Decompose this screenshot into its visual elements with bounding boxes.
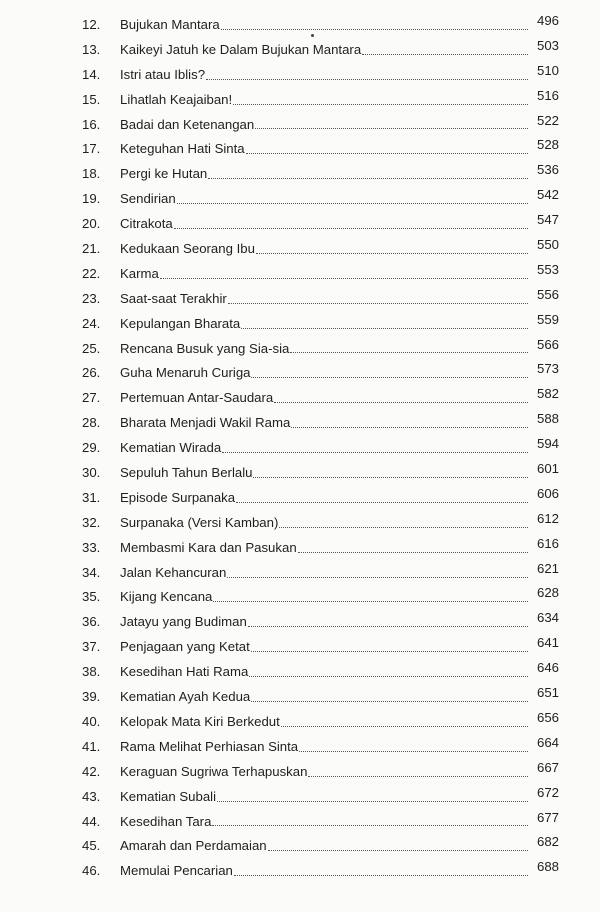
chapter-number: 29. (82, 440, 101, 456)
chapter-leader (120, 859, 528, 884)
page-number: 606 (537, 485, 560, 501)
chapter-leader (120, 113, 528, 138)
chapter-title: Amarah dan Perdamaian (120, 838, 267, 854)
dot-leader (246, 153, 528, 154)
chapter-number: 24. (82, 315, 101, 331)
chapter-title: Pertemuan Antar-Saudara (120, 390, 274, 406)
toc-entry[interactable] (0, 585, 600, 610)
chapter-number: 13. (82, 41, 101, 57)
chapter-leader (120, 760, 528, 785)
chapter-leader (120, 162, 528, 187)
toc-entry[interactable] (0, 859, 600, 884)
toc-entry[interactable] (0, 610, 600, 635)
chapter-title: Keraguan Sugriwa Terhapuskan (120, 763, 308, 779)
page-number: 542 (537, 187, 560, 203)
page-number: 634 (537, 610, 560, 626)
chapter-number: 37. (82, 639, 101, 655)
chapter-title: Kijang Kencana (120, 589, 213, 605)
chapter-leader (120, 735, 528, 760)
toc-entry[interactable] (0, 113, 600, 138)
toc-entry[interactable] (0, 361, 600, 386)
chapter-leader (120, 785, 528, 810)
chapter-leader (120, 361, 528, 386)
chapter-leader (120, 287, 528, 312)
page-number: 536 (537, 162, 560, 178)
toc-entry[interactable] (0, 237, 600, 262)
print-speck (311, 34, 314, 37)
chapter-title: Surpanaka (Versi Kamban) (120, 514, 279, 530)
chapter-title: Karma (120, 265, 159, 281)
chapter-number: 14. (82, 66, 101, 82)
chapter-number: 25. (82, 340, 101, 356)
chapter-title: Badai dan Ketenangan (120, 116, 255, 132)
chapter-title: Citrakota (120, 216, 173, 232)
chapter-number: 34. (82, 564, 101, 580)
chapter-leader (120, 685, 528, 710)
dot-leader (233, 104, 528, 105)
toc-entry[interactable] (0, 710, 600, 735)
dot-leader (274, 402, 528, 403)
page-number: 528 (537, 137, 560, 153)
chapter-title: Kesedihan Tara (120, 813, 212, 829)
chapter-leader (120, 337, 528, 362)
page-number: 616 (537, 535, 560, 551)
chapter-title: Membasmi Kara dan Pasukan (120, 539, 297, 555)
toc-entry[interactable] (0, 386, 600, 411)
chapter-leader (120, 710, 528, 735)
dot-leader (241, 328, 528, 329)
chapter-leader (120, 262, 528, 287)
page-number: 503 (537, 37, 560, 53)
dot-leader (256, 253, 528, 254)
page-number: 672 (537, 784, 560, 800)
page-number: 553 (537, 261, 560, 277)
chapter-leader (120, 486, 528, 511)
toc-entry[interactable] (0, 212, 600, 237)
chapter-title: Keteguhan Hati Sinta (120, 141, 245, 157)
page-number: 510 (537, 62, 560, 78)
chapter-title: Sepuluh Tahun Berlalu (120, 465, 253, 481)
chapter-leader (120, 88, 528, 113)
page-number: 547 (537, 212, 560, 228)
dot-leader (228, 303, 528, 304)
chapter-number: 42. (82, 763, 101, 779)
chapter-leader (120, 38, 528, 63)
chapter-number: 43. (82, 788, 101, 804)
chapter-number: 33. (82, 539, 101, 555)
dot-leader (177, 203, 528, 204)
chapter-title: Bujukan Mantara (120, 17, 220, 32)
page-number: 677 (537, 809, 560, 825)
toc-entry[interactable] (0, 810, 600, 835)
toc-entry[interactable] (0, 760, 600, 785)
chapter-number: 39. (82, 689, 101, 705)
chapter-title: Kepulangan Bharata (120, 315, 241, 331)
page-number: 559 (537, 311, 560, 327)
dot-leader (174, 228, 528, 229)
dot-leader (251, 701, 528, 702)
page-number: 612 (537, 510, 560, 526)
chapter-leader (120, 810, 528, 835)
page-number: 641 (537, 635, 560, 651)
toc-entry[interactable] (0, 660, 600, 685)
page-number: 667 (537, 759, 560, 775)
chapter-number: 20. (82, 216, 101, 232)
toc-entry[interactable] (0, 561, 600, 586)
chapter-title: Kematian Ayah Kedua (120, 689, 251, 705)
chapter-title: Jalan Kehancuran (120, 564, 227, 580)
toc-entry[interactable] (0, 436, 600, 461)
dot-leader (251, 377, 528, 378)
toc-entry[interactable] (0, 635, 600, 660)
page-number: 688 (537, 859, 560, 875)
chapter-title: Saat-saat Terakhir (120, 290, 227, 306)
chapter-title: Episode Surpanaka (120, 489, 236, 505)
chapter-number: 32. (82, 514, 101, 530)
dot-leader (208, 178, 528, 179)
chapter-number: 12. (82, 17, 101, 32)
chapter-title: Jatayu yang Budiman (120, 614, 247, 630)
chapter-leader (120, 411, 528, 436)
toc-entry[interactable] (0, 785, 600, 810)
dot-leader (249, 676, 528, 677)
page-number: 656 (537, 709, 560, 725)
chapter-number: 23. (82, 290, 101, 306)
chapter-leader (120, 610, 528, 635)
toc-entry[interactable] (0, 536, 600, 561)
dot-leader (248, 626, 528, 627)
chapter-number: 17. (82, 141, 101, 157)
toc-entry[interactable] (0, 685, 600, 710)
chapter-number: 19. (82, 191, 101, 207)
toc-entry[interactable] (0, 411, 600, 436)
chapter-leader (120, 436, 528, 461)
chapter-number: 26. (82, 365, 101, 381)
chapter-title: Rencana Busuk yang Sia-sia (120, 340, 290, 356)
chapter-leader (120, 635, 528, 660)
page-number: 601 (537, 461, 560, 477)
toc-entry[interactable] (0, 287, 600, 312)
chapter-number: 18. (82, 166, 101, 182)
dot-leader (290, 352, 528, 353)
page-number: 566 (537, 336, 560, 352)
chapter-leader (120, 660, 528, 685)
page-number: 496 (537, 13, 560, 28)
dot-leader (213, 601, 528, 602)
chapter-title: Bharata Menjadi Wakil Rama (120, 415, 291, 431)
chapter-number: 30. (82, 465, 101, 481)
dot-leader (253, 477, 528, 478)
chapter-leader (120, 137, 528, 162)
dot-leader (212, 825, 528, 826)
chapter-number: 27. (82, 390, 101, 406)
dot-leader (227, 577, 528, 578)
chapter-title: Kedukaan Seorang Ibu (120, 241, 255, 257)
chapter-number: 16. (82, 116, 101, 132)
dot-leader (206, 79, 528, 80)
chapter-number: 36. (82, 614, 101, 630)
chapter-leader (120, 386, 528, 411)
chapter-leader (120, 585, 528, 610)
page-number: 522 (537, 112, 560, 128)
dot-leader (160, 278, 528, 279)
chapter-leader (120, 237, 528, 262)
dot-leader (281, 726, 528, 727)
dot-leader (217, 801, 528, 802)
chapter-title: Kesedihan Hati Rama (120, 664, 249, 680)
dot-leader (298, 552, 528, 553)
chapter-leader (120, 461, 528, 486)
chapter-number: 45. (82, 838, 101, 854)
page-number: 646 (537, 660, 560, 676)
chapter-number: 41. (82, 738, 101, 754)
table-of-contents (0, 13, 600, 884)
chapter-number: 31. (82, 489, 101, 505)
chapter-title: Rama Melihat Perhiasan Sinta (120, 738, 299, 754)
chapter-title: Pergi ke Hutan (120, 166, 208, 182)
dot-leader (308, 776, 528, 777)
chapter-leader (120, 511, 528, 536)
dot-leader (234, 875, 528, 876)
toc-entry[interactable] (0, 63, 600, 88)
chapter-title: Kematian Wirada (120, 440, 222, 456)
page-number: 594 (537, 436, 560, 452)
chapter-number: 46. (82, 863, 101, 879)
page-number: 550 (537, 237, 560, 253)
page-number: 664 (537, 734, 560, 750)
dot-leader (222, 452, 528, 453)
chapter-number: 15. (82, 91, 101, 107)
page-number: 651 (537, 685, 560, 701)
chapter-number: 40. (82, 713, 101, 729)
toc-entry[interactable] (0, 312, 600, 337)
dot-leader (291, 427, 528, 428)
chapter-leader (120, 834, 528, 859)
chapter-leader (120, 561, 528, 586)
toc-entry[interactable] (0, 735, 600, 760)
chapter-title: Istri atau Iblis? (120, 66, 206, 82)
chapter-leader (120, 212, 528, 237)
chapter-number: 35. (82, 589, 101, 605)
page-number: 588 (537, 411, 560, 427)
toc-entry[interactable] (0, 162, 600, 187)
toc-entry[interactable] (0, 187, 600, 212)
chapter-leader (120, 312, 528, 337)
chapter-leader (120, 187, 528, 212)
chapter-leader (120, 536, 528, 561)
chapter-number: 21. (82, 241, 101, 257)
dot-leader (221, 29, 528, 30)
dot-leader (236, 502, 528, 503)
chapter-title: Lihatlah Keajaiban! (120, 91, 233, 107)
chapter-title: Sendirian (120, 191, 176, 207)
chapter-title: Kelopak Mata Kiri Berkedut (120, 713, 280, 729)
toc-entry[interactable] (0, 511, 600, 536)
page-number: 682 (537, 834, 560, 850)
chapter-leader (120, 13, 528, 38)
chapter-title: Guha Menaruh Curiga (120, 365, 251, 381)
dot-leader (299, 751, 528, 752)
chapter-leader (120, 63, 528, 88)
chapter-number: 22. (82, 265, 101, 281)
dot-leader (279, 527, 528, 528)
toc-entry[interactable] (0, 337, 600, 362)
chapter-number: 44. (82, 813, 101, 829)
chapter-number: 38. (82, 664, 101, 680)
dot-leader (255, 128, 528, 129)
toc-entry[interactable] (0, 137, 600, 162)
dot-leader (268, 850, 528, 851)
toc-entry[interactable] (0, 13, 600, 38)
page-number: 573 (537, 361, 560, 377)
page-number: 516 (537, 87, 560, 103)
chapter-title: Penjagaan yang Ketat (120, 639, 250, 655)
chapter-title: Kaikeyi Jatuh ke Dalam Bujukan Mantara (120, 41, 362, 57)
dot-leader (251, 651, 528, 652)
toc-entry[interactable] (0, 834, 600, 859)
page-number: 628 (537, 585, 560, 601)
chapter-number: 28. (82, 415, 101, 431)
toc-entry[interactable] (0, 486, 600, 511)
toc-entry[interactable] (0, 461, 600, 486)
toc-entry[interactable] (0, 88, 600, 113)
chapter-title: Kematian Subali (120, 788, 217, 804)
chapter-title: Memulai Pencarian (120, 863, 233, 879)
dot-leader (362, 54, 528, 55)
page-number: 582 (537, 386, 560, 402)
toc-entry[interactable] (0, 38, 600, 63)
toc-entry[interactable] (0, 262, 600, 287)
page-number: 556 (537, 286, 560, 302)
page-number: 621 (537, 560, 560, 576)
